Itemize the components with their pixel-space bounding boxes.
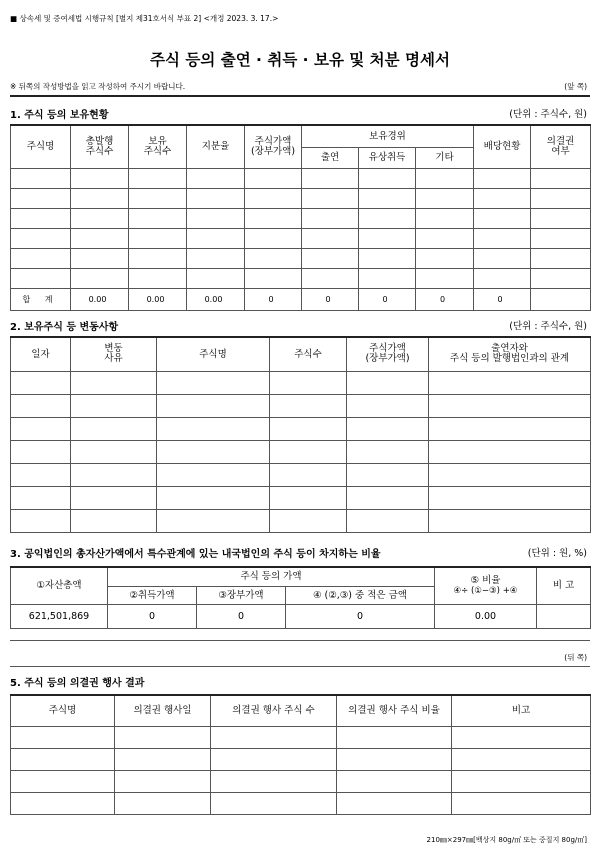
table-row bbox=[11, 748, 591, 770]
section2-unit: (단위 : 주식수, 원) bbox=[509, 321, 587, 332]
total-held-shares: 0.00 bbox=[129, 288, 187, 310]
col-remarks: 비 고 bbox=[537, 567, 591, 604]
col-path-contrib: 출연 bbox=[302, 147, 359, 168]
table-row bbox=[11, 248, 591, 268]
col-stock-name: 주식명 bbox=[11, 695, 115, 726]
section-divider bbox=[10, 640, 590, 641]
total-dividend: 0 bbox=[474, 288, 531, 310]
value-ratio: 0.00 bbox=[435, 604, 537, 628]
total-paid: 0 bbox=[359, 288, 416, 310]
col-vote-ratio: 의결권 행사 주식 비율 bbox=[337, 695, 452, 726]
col-path-paid: 유상취득 bbox=[359, 147, 416, 168]
col-total-shares: 총발행 주식수 bbox=[71, 125, 129, 168]
col-remarks: 비고 bbox=[452, 695, 591, 726]
total-other: 0 bbox=[416, 288, 474, 310]
table-row bbox=[11, 394, 591, 417]
table-row bbox=[11, 509, 591, 532]
header-divider bbox=[10, 95, 590, 97]
value-remarks[interactable] bbox=[537, 604, 591, 628]
col-voting: 의결권 여부 bbox=[531, 125, 591, 168]
section3-unit: (단위 : 원, %) bbox=[527, 548, 587, 559]
table-row bbox=[11, 208, 591, 228]
col-vote-date: 의결권 행사일 bbox=[115, 695, 211, 726]
voting-table bbox=[10, 694, 591, 815]
col-date: 일자 bbox=[11, 337, 71, 371]
col-dividend: 배당현황 bbox=[474, 125, 531, 168]
col-stock-value: 주식 등의 가액 bbox=[108, 567, 435, 586]
col-acquisition: ②취득가액 bbox=[108, 586, 197, 604]
col-path-other: 기타 bbox=[416, 147, 474, 168]
total-ratio: 0.00 bbox=[187, 288, 245, 310]
form-title: 주식 등의 출연 · 취득 · 보유 및 처분 명세서 bbox=[150, 51, 450, 69]
table-row bbox=[11, 168, 591, 188]
col-relation: 출연자와 주식 등의 발행법인과의 관계 bbox=[429, 337, 591, 371]
value-book: 0 bbox=[197, 604, 286, 628]
col-stock-name: 주식명 bbox=[11, 125, 71, 168]
table-row bbox=[11, 440, 591, 463]
col-lesser: ④ (②,③) 중 적은 금액 bbox=[286, 586, 435, 604]
col-holding-path: 보유경위 bbox=[302, 125, 474, 147]
ratio-table bbox=[10, 566, 591, 629]
table-row bbox=[11, 228, 591, 248]
col-book-value: 주식가액 (장부가액) bbox=[245, 125, 302, 168]
col-total-assets: ①자산총액 bbox=[11, 567, 108, 604]
value-acquisition: 0 bbox=[108, 604, 197, 628]
section1-title: 1. 주식 등의 보유현황 bbox=[10, 110, 109, 121]
total-label: 합 계 bbox=[11, 288, 71, 310]
table-row bbox=[11, 792, 591, 814]
table-row bbox=[11, 268, 591, 288]
instruction-note: ※ 뒤쪽의 작성방법을 읽고 작성하여 주시기 바랍니다. bbox=[10, 82, 186, 91]
table-row bbox=[11, 486, 591, 509]
section5-title: 5. 주식 등의 의결권 행사 결과 bbox=[10, 678, 145, 689]
total-contrib: 0 bbox=[302, 288, 359, 310]
table-row bbox=[11, 371, 591, 394]
total-total-shares: 0.00 bbox=[71, 288, 129, 310]
table-row bbox=[11, 726, 591, 748]
col-book-value: 주식가액 (장부가액) bbox=[347, 337, 429, 371]
page-back-label: (뒤 쪽) bbox=[564, 653, 587, 662]
value-lesser: 0 bbox=[286, 604, 435, 628]
table-row bbox=[11, 463, 591, 486]
table-row bbox=[11, 188, 591, 208]
col-ratio: ⑤ 비율 ④÷ (①−③) +④ bbox=[435, 567, 537, 604]
col-stock-name: 주식명 bbox=[157, 337, 270, 371]
back-divider bbox=[10, 666, 590, 667]
col-book: ③장부가액 bbox=[197, 586, 286, 604]
table-row bbox=[11, 417, 591, 440]
total-book-value: 0 bbox=[245, 288, 302, 310]
total-row bbox=[11, 288, 591, 310]
col-shares: 주식수 bbox=[270, 337, 347, 371]
changes-table bbox=[10, 336, 591, 533]
col-held-shares: 보유 주식수 bbox=[129, 125, 187, 168]
section3-title: 3. 공익법인의 총자산가액에서 특수관계에 있는 내국법인의 주식 등이 차지하는 비율 bbox=[10, 549, 381, 560]
total-voting bbox=[531, 288, 591, 310]
paper-spec: 210㎜×297㎜[백상지 80g/㎡ 또는 중질지 80g/㎡] bbox=[426, 836, 587, 844]
law-reference: ■ 상속세 및 증여세법 시행규칙 [별지 제31호서식 부표 2] <개정 2023. 3. 17.> bbox=[10, 14, 279, 23]
section2-title: 2. 보유주식 등 변동사항 bbox=[10, 322, 119, 333]
col-ratio: 지분율 bbox=[187, 125, 245, 168]
section1-unit: (단위 : 주식수, 원) bbox=[509, 109, 587, 120]
page-front-label: (앞 쪽) bbox=[564, 82, 587, 91]
ratio-values-row bbox=[11, 604, 591, 628]
value-total-assets: 621,501,869 bbox=[11, 604, 108, 628]
col-vote-shares: 의결권 행사 주식 수 bbox=[211, 695, 337, 726]
col-reason: 변동 사유 bbox=[71, 337, 157, 371]
holdings-table bbox=[10, 124, 591, 311]
table-row bbox=[11, 770, 591, 792]
